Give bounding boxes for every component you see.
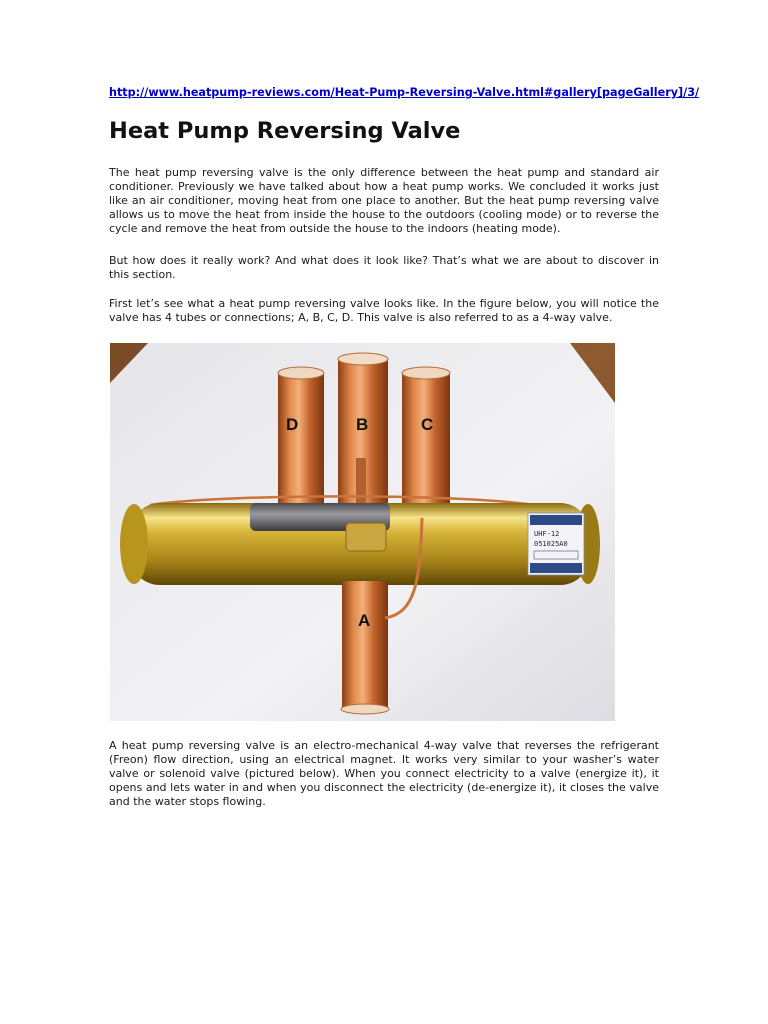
paragraph-figure-intro: First let’s see what a heat pump reversing valve looks like. In the figure below, you will notice the valve has 4 tubes or connections; A, B, C, D. This valve is also referred to as a 4-way valve. — [109, 297, 659, 324]
tube-c — [402, 367, 450, 523]
tube-d — [278, 367, 324, 523]
tag-model: UHF-12 — [534, 530, 560, 538]
paragraph-description: A heat pump reversing valve is an electro-mechanical 4-way valve that reverses the refrigerant (Freon) flow direction, using an electrical magnet. It works very similar to your washer’s water valve or solenoid valve (pictured below). When you connect electricity to a valve (energize it), it opens and lets water in and when you disconnect the electricity (de-energize it), it closes the valve and the water stops flowing. — [109, 739, 659, 808]
tag-serial: 051025A0 — [534, 540, 568, 548]
label-d: D — [286, 415, 299, 434]
reversing-valve-photo — [110, 343, 615, 721]
valve-tag — [528, 513, 584, 575]
paragraph-intro: The heat pump reversing valve is the only difference between the heat pump and standard air conditioner. Previously we have talked about how a heat pump works. We concluded it works just like an air conditioner, moving heat from one place to another. But the heat pump reversing valve allows us to move the heat from inside the house to the outdoors (cooling mode) or to reverse the cycle and remove the heat from outside the house to the indoors (heating mode). — [109, 166, 659, 235]
label-a: A — [358, 611, 371, 630]
tube-a — [341, 581, 389, 714]
page-title: Heat Pump Reversing Valve — [109, 118, 461, 144]
label-b: B — [356, 415, 369, 434]
label-c: C — [421, 415, 434, 434]
paragraph-question: But how does it really work? And what does it look like? That’s what we are about to discover in this section. — [109, 254, 659, 281]
tube-b — [338, 353, 388, 524]
source-url-link[interactable]: http://www.heatpump-reviews.com/Heat-Pump-Reversing-Valve.html#gallery[pageGallery]/3/ — [109, 86, 700, 99]
